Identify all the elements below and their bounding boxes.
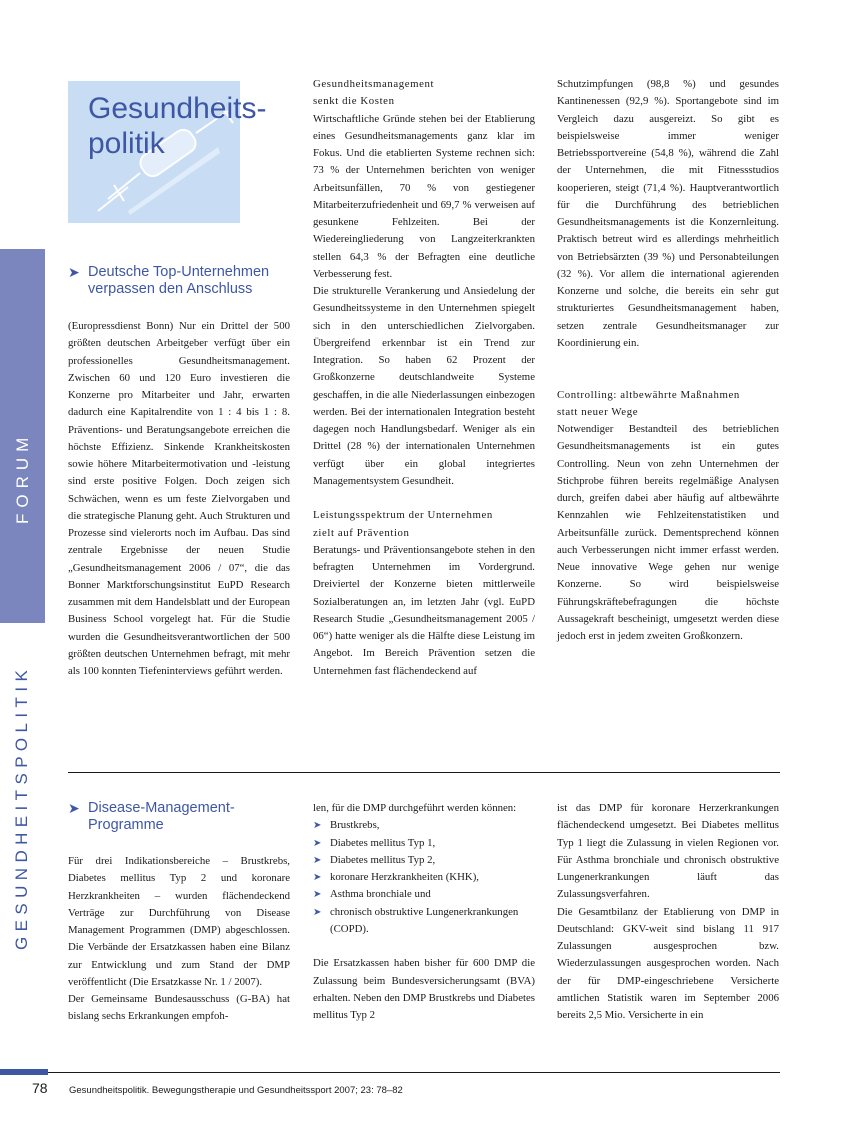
- list-item: ➤ Asthma bronchiale und: [313, 886, 535, 903]
- section1-column1: [68, 318, 290, 680]
- page-title: [88, 91, 266, 161]
- arrow-right-icon: ➤: [313, 889, 322, 901]
- section-label-forum: [13, 504, 33, 524]
- footer-citation: Gesundheitspolitik. Bewegungstherapie und Gesundheitssport 2007; 23: 78–82: [69, 1085, 403, 1096]
- list-item: ➤ koronare Herzkrankheiten (KHK),: [313, 869, 535, 886]
- paragraph: Die strukturelle Verankerung und Ansiedelung der Gesundheitssysteme in den Unternehmen spiegelt sich in den unterschiedlichen Zielvorgaben. Übergreifend erkennbar ist ein Trend zur Integration. So haben 62 Prozent der Großkonzerne deutschlandweite Systeme geschaffen, in die alle Niederlassungen einbezogen werden. Bei der internationalen Integration besteht dagegen noch Handlungsbedarf. Weniger als ein Drittel (28 %) der internationalen Unternehmen verfügt über ein global integriertes Managementsystem Gesundheit.: [313, 285, 535, 487]
- subheading: Gesundheitsmanagement: [313, 78, 435, 90]
- paragraph: Schutzimpfungen (98,8 %) und gesundes Kantinenessen (92,9 %). Sportangebote sind im Vergleich dazu ausgereizt. So gibt es beispielsweise immer weniger Betriebssportvereine (54,8 %), während die Zahl der Unternehmen, die mit Fitnessstudios kooperieren, steigt (71,4 %). Hauptverantwortlich für die Durchführung des betrieblichen Gesundheitsmanagements ist die Konzernleitung. Praktisch betreut wird es allerdings mehrheitlich von Betriebsärzten (39 %) und Personabteilungen (32 %). Vor allem die international agierenden Konzerne und solche, die bereits ein sehr gut strukturiertes Gesundheitsmanagement haben, setzen zentrale Gesundheitsmanager zur Koordinierung ein.: [557, 78, 779, 349]
- page-title-line2: politik: [88, 127, 165, 160]
- paragraph: Notwendiger Bestandteil des betrieblichen Gesundheitsmanagements ist ein gutes Controlling. Neun von zehn Unternehmen der Stichprobe führen bereits regelmäßige Analysen durch, greifen dabei aber häufig auf altbewährte Kennzahlen wie Fehlzeitenstatistiken und Arbeitsunfälle zurück. Dementsprechend können auch Verbesserungen nicht immer erfasst werden. Neue innovative Wege gehen nur wenige Konzerne. So wird beispielsweise Führungskräftebefragungen die höchste Aussagekraft bescheinigt, umgesetzt werden diese jedoch erst in jedem zweiten Großkonzern.: [557, 423, 779, 642]
- footer-rule: [48, 1072, 780, 1073]
- arrow-right-icon: ➤: [313, 820, 322, 832]
- subheading: statt neuer Wege: [557, 405, 639, 418]
- paragraph: Für drei Indikationsbereiche – Brustkrebs, Diabetes mellitus Typ 2 und koronare Herzkrankheiten – wurden flächendeckend Verträge zur Durchführung von Disease Management Programmen (DMP) abgeschlossen. Die Verbände der Ersatzkassen haben eine Bilanz zur Entwicklung und zum Stand der DMP veröffentlicht (Die Ersatzkasse Nr. 1 / 2007).: [68, 855, 290, 988]
- arrow-right-icon: ➤: [68, 800, 80, 816]
- indication-list: [313, 817, 535, 938]
- section2-heading-line2: Programme: [88, 817, 164, 833]
- subheading: zielt auf Prävention: [313, 526, 410, 539]
- list-item: ➤ Brustkrebs,: [313, 817, 535, 834]
- paragraph: Die Gesamtbilanz der Etablierung von DMP in Deutschland: GKV-weit sind bislang 11 917 Zulassungen ausgesprochen bzw. Wiederzulassungen ausgesprochen worden. Nach der für DMP-eingeschriebene Versicherte amtlichen Statistik waren im September 2006 bereits 2,5 Mio. Versicherte in ein: [557, 905, 779, 1021]
- section-divider: [68, 772, 780, 773]
- section2-column2: [313, 800, 535, 1024]
- list-item: ➤ chronisch obstruktive Lungenerkrankungen (COPD).: [313, 905, 519, 935]
- list-item: ➤ Diabetes mellitus Typ 1,: [313, 835, 535, 852]
- section1-heading-line1: Deutsche Top-Unternehmen: [88, 264, 270, 280]
- paragraph: Die Ersatzkassen haben bisher für 600 DMP die Zulassung beim Bundesversicherungsamt (BVA) erhalten. Neben den DMP Brustkrebs und Diabetes mellitus Typ 2: [313, 957, 535, 1021]
- section2-column3: [557, 800, 779, 1024]
- footer-accent-bar: [0, 1069, 48, 1075]
- page-title-line1: Gesundheits-: [88, 92, 267, 125]
- section2-heading: [68, 800, 235, 834]
- page-number: 78: [32, 1080, 48, 1096]
- arrow-right-icon: ➤: [68, 264, 80, 280]
- arrow-right-icon: ➤: [313, 906, 322, 918]
- list-item: ➤ Diabetes mellitus Typ 2,: [313, 852, 535, 869]
- section1-column3: [557, 76, 779, 645]
- section1-column2: [313, 76, 535, 680]
- subheading: senkt die Kosten: [313, 95, 395, 108]
- arrow-right-icon: ➤: [313, 854, 322, 866]
- paragraph: Beratungs- und Präventionsangebote stehen in den befragten Unternehmen im Vordergrund. Dreiviertel der Konzerne bieten mittlerweile Sozialberatungen an, im letzten Jahr (vgl. EuPD Research Studie „Gesundheitsmanagement 2005 / 06“) hatte weniger als die Hälfte diese Leistung im Angebot. Im Bereich Prävention setzen die Unternehmen fast flächendeckend auf: [313, 543, 535, 677]
- arrow-right-icon: ➤: [313, 837, 322, 849]
- section1-heading: [68, 264, 269, 298]
- paragraph: (Europressdienst Bonn) Nur ein Drittel der 500 größten deutschen Arbeitgeber verfügt über ein professionelles Gesundheitsmanagement. Zwischen 60 und 120 Euro investieren die Konzerne pro Mitarbeiter und Jahr, erwarten dadurch eine Kapitalrendite von 1 : 4 bis 1 : 8. Präventions- und Beratungsangebote erreichen die höchste Effizienz. Sinkende Krankheitskosten sowie höhere Mitarbeitermotivation und -leistung sind erste positive Folgen. Doch zeigen sich Schwächen, wenn es um feste Zielvorgaben und die strategische Planung geht. Auch Strukturen und Prozesse sind vielerorts noch im Aufbau. Das sind zentrale Ergebnisse der neuen Studie „Gesundheitsmanagement 2006 / 07“, die das Bonner Marktforschungsinstitut EuPD Research zusammen mit dem Handelsblatt und der European Business School vorgelegt hat. Für die Studie wurden die Gesundheitsverantwortlichen der 500 größten deutschen Unternehmen befragt, mit mehr als 100 konnten Tiefeninterviews geführt werden.: [68, 320, 290, 677]
- section1-heading-line2: verpassen den Anschluss: [88, 281, 253, 297]
- section2-heading-line1: Disease-Management-: [88, 800, 235, 816]
- category-label-gesundheitspolitik: GESUNDHEITSPOLITIK: [12, 664, 31, 950]
- paragraph: Wirtschaftliche Gründe stehen bei der Etablierung eines Gesundheitsmanagements ganz klar im Fokus. Und die etablierten Systeme rechnen sich: 73 % der Unternehmen berichten von weniger Arbeitsunfällen, 70 % von gestiegener Mitarbeiterzufriedenheit und 69,7 % verweisen auf gesunkene Fehlzeiten. Bei der Wiedereingliederung von Langzeiterkrankten stellen 64,3 % der Befragten eine deutliche Verbesserung fest.: [313, 112, 535, 280]
- title-box: [68, 81, 267, 223]
- subheading: Controlling: altbewährte Maßnahmen: [557, 388, 740, 401]
- paragraph: len, für die DMP durchgeführt werden können:: [313, 802, 517, 814]
- paragraph: ist das DMP für koronare Herzerkrankungen flächendeckend umgesetzt. Bei Diabetes mellitus Typ 1 liegt die Zulassung in vielen Regionen vor. Für Asthma bronchiale und chronisch obstruktive Lungenerkrankungen läuft das Zulassungsverfahren.: [557, 802, 779, 901]
- paragraph: Der Gemeinsame Bundesausschuss (G-BA) hat bislang sechs Erkrankungen empfoh-: [68, 993, 290, 1023]
- section2-column1: [68, 853, 290, 1026]
- subheading: Leistungsspektrum der Unternehmen: [313, 509, 493, 522]
- arrow-right-icon: ➤: [313, 872, 322, 883]
